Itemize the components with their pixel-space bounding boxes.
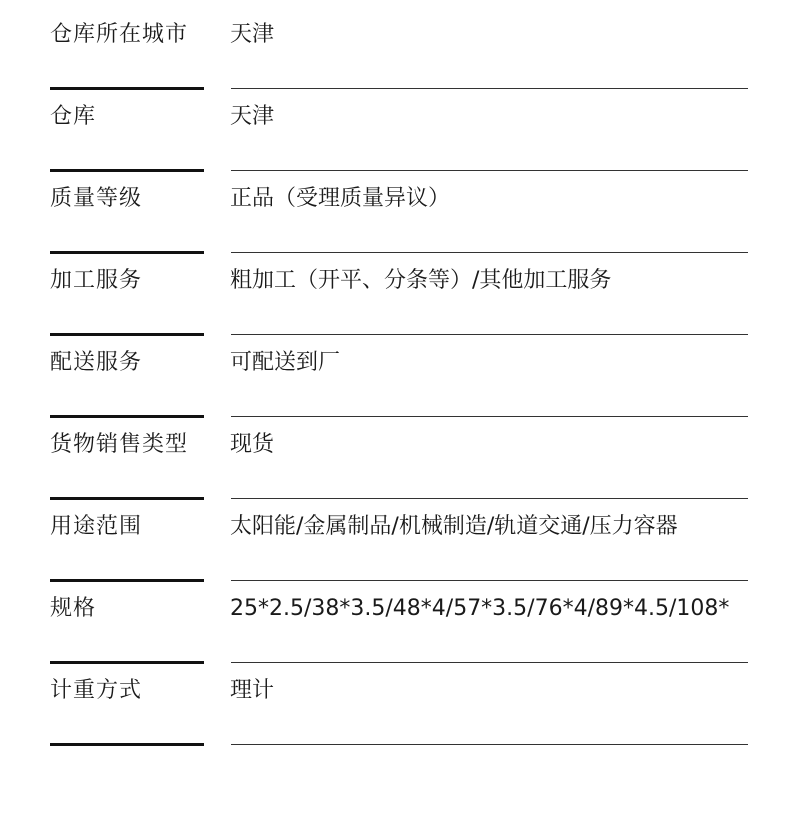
spec-row-weighing-method (0, 678, 800, 770)
spec-value: 25*2.5/38*3.5/48*4/57*3.5/76*4/89*4.5/108* (230, 596, 730, 621)
spec-label: 用途范围 (50, 514, 143, 539)
label-underline (50, 579, 204, 582)
value-divider (231, 498, 748, 499)
value-divider (231, 580, 748, 581)
spec-value: 天津 (230, 104, 275, 129)
spec-value: 现货 (230, 432, 275, 457)
spec-value: 可配送到厂 (230, 350, 341, 375)
label-underline (50, 661, 204, 664)
spec-label: 规格 (50, 596, 97, 621)
label-underline (50, 415, 204, 418)
spec-value: 粗加工（开平、分条等）/其他加工服务 (230, 268, 612, 293)
label-underline (50, 333, 204, 336)
label-underline (50, 251, 204, 254)
spec-row-warehouse-city (0, 22, 800, 114)
value-divider (231, 662, 748, 663)
spec-value: 理计 (230, 678, 275, 703)
spec-label: 配送服务 (50, 350, 143, 375)
spec-value: 正品（受理质量异议） (230, 186, 451, 211)
value-divider (231, 252, 748, 253)
spec-label: 货物销售类型 (50, 432, 189, 457)
spec-label: 计重方式 (50, 678, 143, 703)
spec-label: 质量等级 (50, 186, 143, 211)
value-divider (231, 744, 748, 745)
spec-value: 太阳能/金属制品/机械制造/轨道交通/压力容器 (230, 514, 678, 539)
spec-label: 仓库所在城市 (50, 22, 189, 47)
value-divider (231, 334, 748, 335)
value-divider (231, 88, 748, 89)
label-underline (50, 743, 204, 746)
value-divider (231, 170, 748, 171)
spec-label: 仓库 (50, 104, 97, 129)
value-divider (231, 416, 748, 417)
spec-value: 天津 (230, 22, 275, 47)
label-underline (50, 497, 204, 500)
label-underline (50, 169, 204, 172)
label-underline (50, 87, 204, 90)
spec-label: 加工服务 (50, 268, 143, 293)
